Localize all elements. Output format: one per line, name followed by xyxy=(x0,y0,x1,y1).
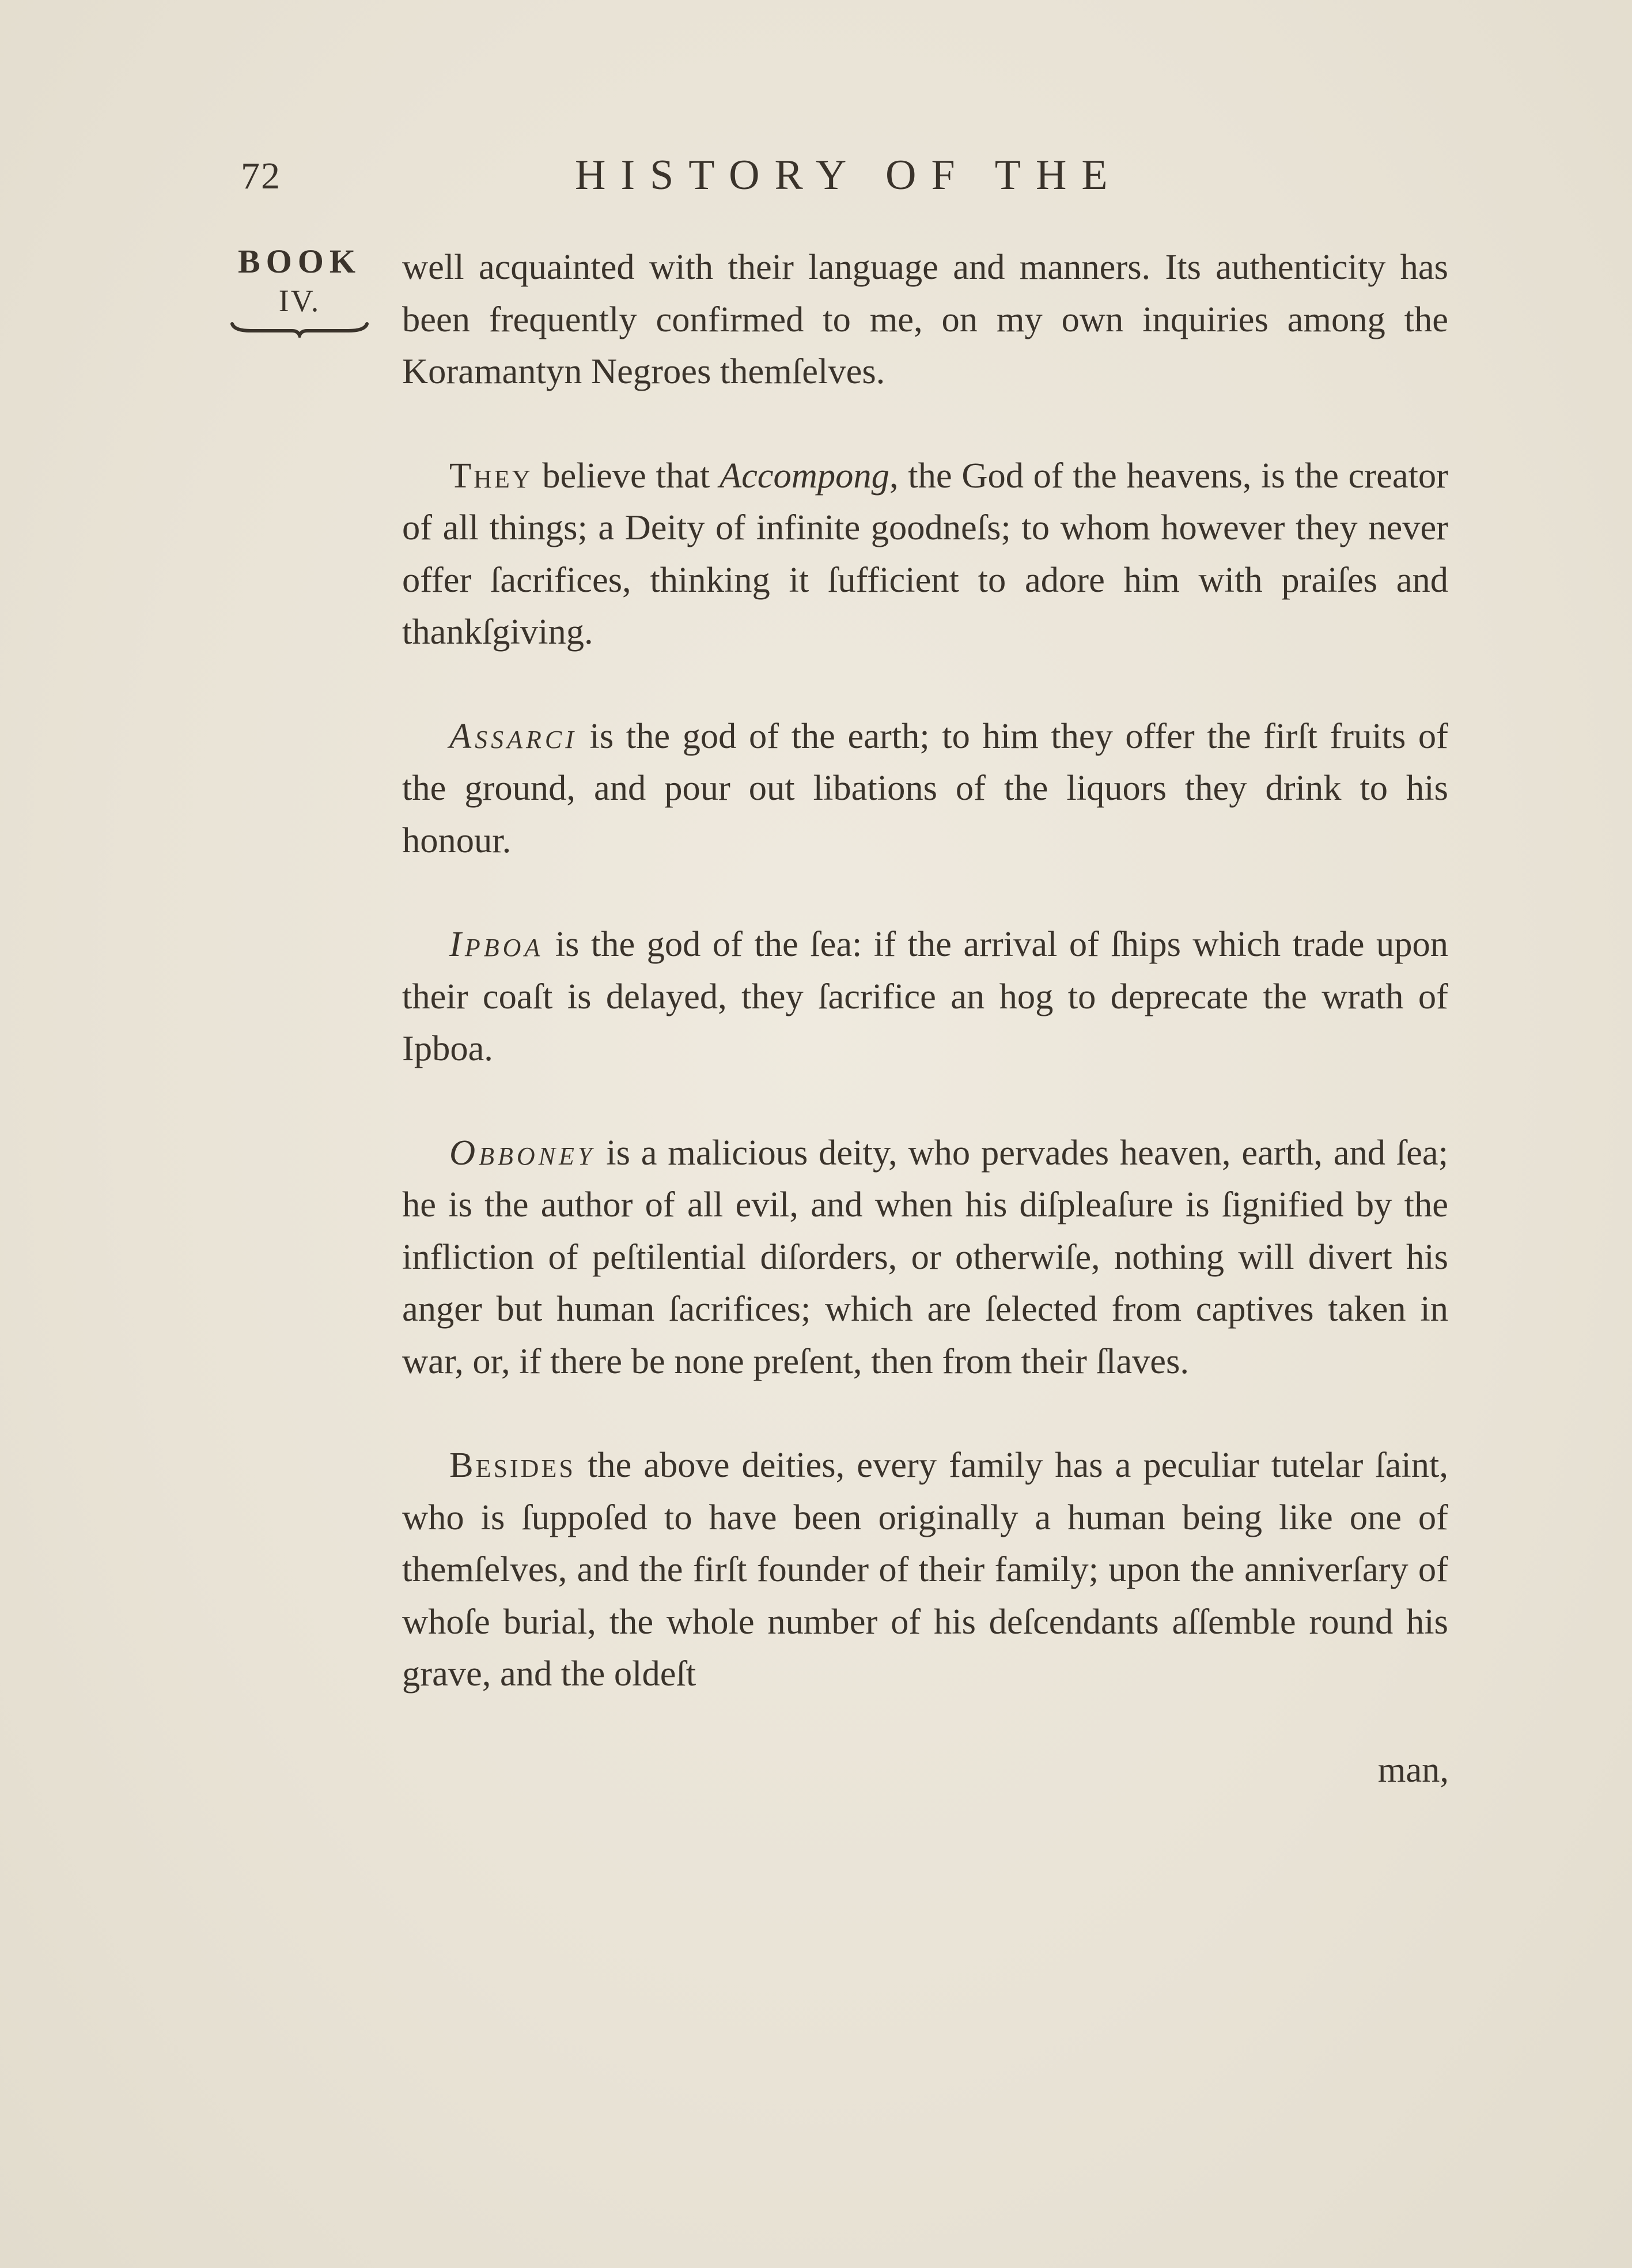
paragraph-text: believe that xyxy=(532,455,720,496)
paragraph-lead-word: Obboney xyxy=(449,1132,596,1173)
paragraph-lead-word: Assarci xyxy=(449,715,577,756)
page-number: 72 xyxy=(241,155,281,197)
volume-label: IV. xyxy=(278,284,321,318)
paragraph-assarci xyxy=(402,710,1448,867)
paragraph-accompong xyxy=(402,449,1448,658)
catchword: man, xyxy=(1377,1749,1449,1790)
paragraph-text: , the God of the heavens, is the creator of all things; a Deity of infinite goodneſs; to whom however they never offer ſacrifices, thinking it ſufficient to adore him with praiſes and thankſgiving. xyxy=(402,455,1448,652)
paragraph-text: well acquainted with their language and manners. Its authenticity has been frequently confirmed to me, on my own inquiries among the Koramantyn Negroes themſelves. xyxy=(402,247,1448,391)
paragraph-text: the above deities, every family has a peculiar tutelar ſaint, who is ſuppoſed to have been originally a human being like one of themſelves, and the firſt founder of their family; upon the anniverſary of whoſe burial, the whole number of his deſcendants aſſemble round his grave, and the oldeſt xyxy=(402,1445,1448,1694)
paragraph-text: is a malicious deity, who pervades heaven, earth, and ſea; he is the author of all evil, and when his diſpleaſure is ſignified by the infliction of peſtilential diſorders, or otherwiſe, nothing will divert his anger but human ſacrifices; which are ſelected from captives taken in war, or, if there be none preſent, then from their ſlaves. xyxy=(402,1132,1448,1381)
book-label: BOOK xyxy=(237,243,362,280)
paragraph-ipboa xyxy=(402,918,1448,1075)
paragraph-text: is the god of the ſea: if the arrival of ſhips which trade upon their coaſt is delayed, they ſacrifice an hog to deprecate the wrath of Ipboa. xyxy=(402,924,1448,1068)
paragraph-obboney xyxy=(402,1127,1448,1388)
body-text xyxy=(402,241,1448,1752)
side-label xyxy=(228,242,372,338)
paragraph-continuation xyxy=(402,241,1448,398)
italic-name: Accompong xyxy=(719,455,889,496)
running-head: HISTORY OF THE xyxy=(575,152,1123,199)
paragraph-lead-word: Besides xyxy=(449,1445,575,1485)
paragraph-besides xyxy=(402,1439,1448,1700)
paragraph-lead-word: Ipboa xyxy=(449,924,544,964)
paragraph-text: is the god of the earth; to him they offer the firſt fruits of the ground, and pour out libations of the liquors they drink to his honour. xyxy=(402,715,1448,860)
paragraph-lead-word: They xyxy=(449,455,533,496)
brace-ornament-icon xyxy=(228,320,372,338)
